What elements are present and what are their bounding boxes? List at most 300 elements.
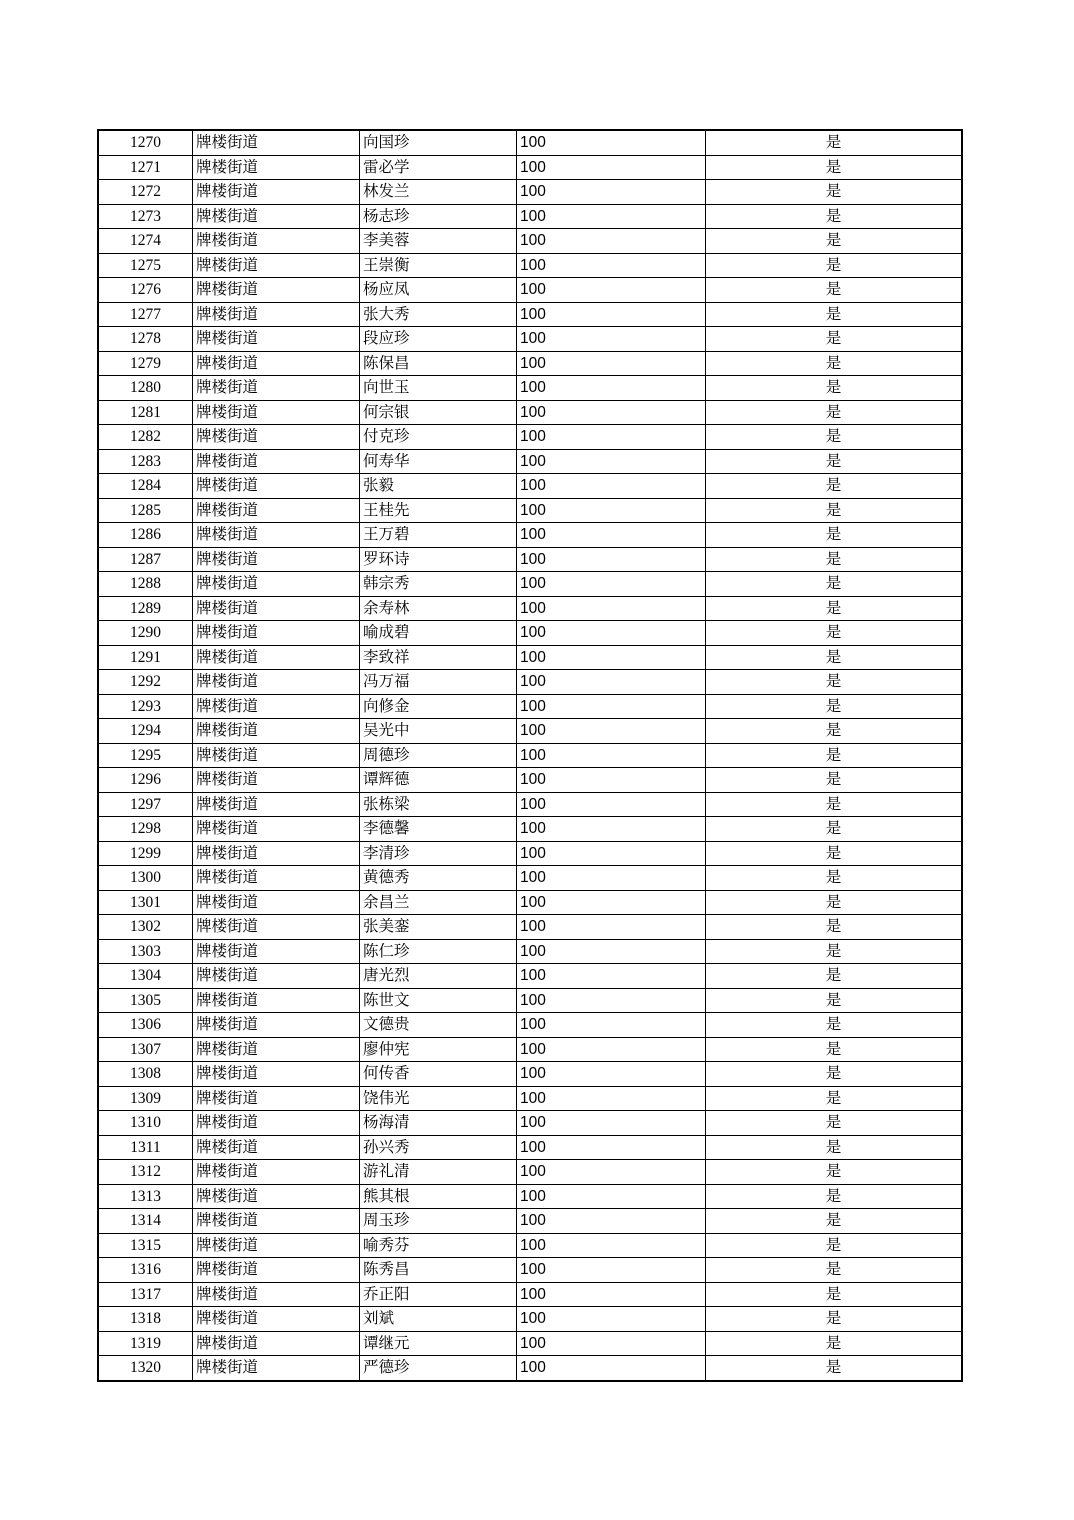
table-row	[98, 327, 962, 352]
cell-name: 谭继元	[360, 1331, 517, 1356]
cell-street: 牌楼街道	[193, 130, 360, 155]
cell-name: 王桂先	[360, 498, 517, 523]
cell-amount: 100	[517, 302, 706, 327]
cell-number: 1316	[98, 1258, 193, 1283]
cell-street: 牌楼街道	[193, 1331, 360, 1356]
cell-flag: 是	[706, 204, 963, 229]
cell-amount: 100	[517, 841, 706, 866]
cell-number: 1289	[98, 596, 193, 621]
cell-number: 1300	[98, 866, 193, 891]
cell-name: 何传香	[360, 1062, 517, 1087]
table-row	[98, 670, 962, 695]
cell-street: 牌楼街道	[193, 621, 360, 646]
table-row	[98, 572, 962, 597]
cell-street: 牌楼街道	[193, 327, 360, 352]
cell-amount: 100	[517, 425, 706, 450]
cell-amount: 100	[517, 572, 706, 597]
cell-amount: 100	[517, 1013, 706, 1038]
cell-number: 1306	[98, 1013, 193, 1038]
cell-street: 牌楼街道	[193, 425, 360, 450]
cell-flag: 是	[706, 1013, 963, 1038]
cell-street: 牌楼街道	[193, 1233, 360, 1258]
cell-number: 1311	[98, 1135, 193, 1160]
cell-number: 1308	[98, 1062, 193, 1087]
cell-amount: 100	[517, 596, 706, 621]
cell-flag: 是	[706, 376, 963, 401]
table-row	[98, 1160, 962, 1185]
cell-street: 牌楼街道	[193, 1356, 360, 1381]
cell-amount: 100	[517, 621, 706, 646]
cell-name: 余寿林	[360, 596, 517, 621]
cell-number: 1299	[98, 841, 193, 866]
cell-amount: 100	[517, 1282, 706, 1307]
cell-name: 陈世文	[360, 988, 517, 1013]
cell-street: 牌楼街道	[193, 915, 360, 940]
cell-number: 1272	[98, 180, 193, 205]
cell-amount: 100	[517, 327, 706, 352]
cell-street: 牌楼街道	[193, 1258, 360, 1283]
cell-name: 付克珍	[360, 425, 517, 450]
table-row	[98, 425, 962, 450]
cell-flag: 是	[706, 645, 963, 670]
cell-flag: 是	[706, 351, 963, 376]
table-row	[98, 229, 962, 254]
cell-amount: 100	[517, 1307, 706, 1332]
cell-number: 1301	[98, 890, 193, 915]
cell-amount: 100	[517, 1331, 706, 1356]
cell-number: 1292	[98, 670, 193, 695]
table-row	[98, 278, 962, 303]
table-row	[98, 988, 962, 1013]
cell-name: 李清珍	[360, 841, 517, 866]
cell-name: 雷必学	[360, 155, 517, 180]
table-row	[98, 645, 962, 670]
cell-street: 牌楼街道	[193, 204, 360, 229]
cell-name: 向世玉	[360, 376, 517, 401]
cell-street: 牌楼街道	[193, 302, 360, 327]
cell-amount: 100	[517, 278, 706, 303]
cell-amount: 100	[517, 939, 706, 964]
cell-amount: 100	[517, 449, 706, 474]
cell-street: 牌楼街道	[193, 1013, 360, 1038]
cell-number: 1278	[98, 327, 193, 352]
cell-number: 1279	[98, 351, 193, 376]
cell-amount: 100	[517, 890, 706, 915]
cell-name: 文德贵	[360, 1013, 517, 1038]
cell-number: 1320	[98, 1356, 193, 1381]
cell-number: 1294	[98, 719, 193, 744]
cell-amount: 100	[517, 1233, 706, 1258]
cell-number: 1276	[98, 278, 193, 303]
cell-number: 1310	[98, 1111, 193, 1136]
cell-number: 1274	[98, 229, 193, 254]
cell-street: 牌楼街道	[193, 743, 360, 768]
cell-street: 牌楼街道	[193, 498, 360, 523]
cell-name: 张大秀	[360, 302, 517, 327]
cell-flag: 是	[706, 719, 963, 744]
cell-flag: 是	[706, 1160, 963, 1185]
cell-street: 牌楼街道	[193, 841, 360, 866]
cell-flag: 是	[706, 890, 963, 915]
table-row	[98, 1331, 962, 1356]
cell-amount: 100	[517, 768, 706, 793]
cell-flag: 是	[706, 768, 963, 793]
cell-flag: 是	[706, 1282, 963, 1307]
cell-name: 李美蓉	[360, 229, 517, 254]
cell-name: 冯万福	[360, 670, 517, 695]
cell-street: 牌楼街道	[193, 1307, 360, 1332]
cell-flag: 是	[706, 964, 963, 989]
table-row	[98, 1282, 962, 1307]
cell-amount: 100	[517, 694, 706, 719]
cell-name: 乔正阳	[360, 1282, 517, 1307]
cell-name: 向国珍	[360, 130, 517, 155]
cell-number: 1270	[98, 130, 193, 155]
cell-name: 杨海清	[360, 1111, 517, 1136]
cell-flag: 是	[706, 400, 963, 425]
cell-name: 罗环诗	[360, 547, 517, 572]
cell-name: 李致祥	[360, 645, 517, 670]
table-row	[98, 1135, 962, 1160]
cell-amount: 100	[517, 1037, 706, 1062]
table-row	[98, 1233, 962, 1258]
table-row	[98, 743, 962, 768]
cell-name: 唐光烈	[360, 964, 517, 989]
cell-flag: 是	[706, 180, 963, 205]
table-row	[98, 890, 962, 915]
cell-number: 1275	[98, 253, 193, 278]
cell-amount: 100	[517, 1209, 706, 1234]
cell-street: 牌楼街道	[193, 278, 360, 303]
cell-flag: 是	[706, 1209, 963, 1234]
cell-amount: 100	[517, 915, 706, 940]
table-row	[98, 1356, 962, 1381]
table-row	[98, 1037, 962, 1062]
cell-number: 1284	[98, 474, 193, 499]
table-row	[98, 841, 962, 866]
cell-amount: 100	[517, 180, 706, 205]
cell-street: 牌楼街道	[193, 645, 360, 670]
cell-name: 孙兴秀	[360, 1135, 517, 1160]
cell-name: 余昌兰	[360, 890, 517, 915]
cell-street: 牌楼街道	[193, 449, 360, 474]
cell-street: 牌楼街道	[193, 768, 360, 793]
cell-amount: 100	[517, 1062, 706, 1087]
cell-amount: 100	[517, 670, 706, 695]
cell-number: 1273	[98, 204, 193, 229]
cell-street: 牌楼街道	[193, 1111, 360, 1136]
cell-name: 黄德秀	[360, 866, 517, 891]
cell-name: 张栋梁	[360, 792, 517, 817]
cell-street: 牌楼街道	[193, 939, 360, 964]
cell-amount: 100	[517, 743, 706, 768]
table-row	[98, 180, 962, 205]
cell-number: 1318	[98, 1307, 193, 1332]
cell-amount: 100	[517, 1356, 706, 1381]
cell-amount: 100	[517, 1258, 706, 1283]
cell-name: 陈仁珍	[360, 939, 517, 964]
cell-flag: 是	[706, 278, 963, 303]
cell-street: 牌楼街道	[193, 988, 360, 1013]
cell-flag: 是	[706, 523, 963, 548]
cell-name: 廖仲宪	[360, 1037, 517, 1062]
table-row	[98, 1111, 962, 1136]
cell-flag: 是	[706, 670, 963, 695]
cell-name: 王万碧	[360, 523, 517, 548]
table-row	[98, 130, 962, 155]
cell-flag: 是	[706, 1331, 963, 1356]
cell-name: 严德珍	[360, 1356, 517, 1381]
cell-flag: 是	[706, 130, 963, 155]
cell-number: 1304	[98, 964, 193, 989]
cell-amount: 100	[517, 1135, 706, 1160]
cell-amount: 100	[517, 155, 706, 180]
table-row	[98, 449, 962, 474]
cell-flag: 是	[706, 939, 963, 964]
cell-street: 牌楼街道	[193, 253, 360, 278]
cell-number: 1291	[98, 645, 193, 670]
cell-amount: 100	[517, 866, 706, 891]
cell-number: 1293	[98, 694, 193, 719]
cell-flag: 是	[706, 743, 963, 768]
cell-flag: 是	[706, 572, 963, 597]
cell-name: 张美銮	[360, 915, 517, 940]
table-body	[98, 130, 962, 1381]
cell-name: 何寿华	[360, 449, 517, 474]
cell-street: 牌楼街道	[193, 180, 360, 205]
cell-street: 牌楼街道	[193, 523, 360, 548]
cell-number: 1283	[98, 449, 193, 474]
cell-street: 牌楼街道	[193, 1062, 360, 1087]
cell-street: 牌楼街道	[193, 400, 360, 425]
cell-flag: 是	[706, 817, 963, 842]
cell-flag: 是	[706, 327, 963, 352]
table-row	[98, 498, 962, 523]
cell-name: 王崇衡	[360, 253, 517, 278]
cell-amount: 100	[517, 400, 706, 425]
cell-flag: 是	[706, 1184, 963, 1209]
cell-street: 牌楼街道	[193, 1086, 360, 1111]
cell-flag: 是	[706, 425, 963, 450]
cell-flag: 是	[706, 1307, 963, 1332]
cell-flag: 是	[706, 1233, 963, 1258]
cell-name: 韩宗秀	[360, 572, 517, 597]
cell-street: 牌楼街道	[193, 1282, 360, 1307]
cell-number: 1312	[98, 1160, 193, 1185]
cell-amount: 100	[517, 1111, 706, 1136]
cell-flag: 是	[706, 694, 963, 719]
cell-flag: 是	[706, 449, 963, 474]
table-row	[98, 621, 962, 646]
cell-number: 1295	[98, 743, 193, 768]
cell-number: 1282	[98, 425, 193, 450]
cell-street: 牌楼街道	[193, 547, 360, 572]
table-row	[98, 474, 962, 499]
data-table	[97, 129, 963, 1382]
cell-number: 1286	[98, 523, 193, 548]
table-row	[98, 1086, 962, 1111]
cell-flag: 是	[706, 498, 963, 523]
cell-name: 吴光中	[360, 719, 517, 744]
cell-amount: 100	[517, 376, 706, 401]
cell-number: 1313	[98, 1184, 193, 1209]
cell-street: 牌楼街道	[193, 596, 360, 621]
cell-amount: 100	[517, 498, 706, 523]
cell-name: 向修金	[360, 694, 517, 719]
cell-street: 牌楼街道	[193, 155, 360, 180]
cell-flag: 是	[706, 841, 963, 866]
cell-amount: 100	[517, 229, 706, 254]
cell-flag: 是	[706, 1258, 963, 1283]
cell-amount: 100	[517, 547, 706, 572]
cell-amount: 100	[517, 792, 706, 817]
table-row	[98, 768, 962, 793]
cell-name: 周玉珍	[360, 1209, 517, 1234]
cell-number: 1280	[98, 376, 193, 401]
cell-name: 刘斌	[360, 1307, 517, 1332]
cell-name: 陈保昌	[360, 351, 517, 376]
cell-name: 谭辉德	[360, 768, 517, 793]
cell-number: 1297	[98, 792, 193, 817]
cell-amount: 100	[517, 1184, 706, 1209]
cell-number: 1305	[98, 988, 193, 1013]
cell-flag: 是	[706, 1356, 963, 1381]
cell-name: 杨志珍	[360, 204, 517, 229]
cell-number: 1302	[98, 915, 193, 940]
cell-street: 牌楼街道	[193, 694, 360, 719]
cell-street: 牌楼街道	[193, 670, 360, 695]
cell-name: 林发兰	[360, 180, 517, 205]
cell-number: 1309	[98, 1086, 193, 1111]
cell-number: 1271	[98, 155, 193, 180]
table-row	[98, 1184, 962, 1209]
cell-number: 1307	[98, 1037, 193, 1062]
cell-flag: 是	[706, 1135, 963, 1160]
cell-street: 牌楼街道	[193, 792, 360, 817]
table-row	[98, 694, 962, 719]
cell-amount: 100	[517, 1086, 706, 1111]
cell-name: 陈秀昌	[360, 1258, 517, 1283]
table-row	[98, 351, 962, 376]
cell-amount: 100	[517, 1160, 706, 1185]
table-row	[98, 1307, 962, 1332]
cell-street: 牌楼街道	[193, 890, 360, 915]
cell-street: 牌楼街道	[193, 229, 360, 254]
table-row	[98, 719, 962, 744]
cell-amount: 100	[517, 474, 706, 499]
cell-street: 牌楼街道	[193, 1184, 360, 1209]
table-row	[98, 302, 962, 327]
cell-flag: 是	[706, 988, 963, 1013]
table-row	[98, 964, 962, 989]
cell-flag: 是	[706, 915, 963, 940]
cell-amount: 100	[517, 988, 706, 1013]
cell-amount: 100	[517, 645, 706, 670]
cell-number: 1319	[98, 1331, 193, 1356]
cell-amount: 100	[517, 130, 706, 155]
table-row	[98, 376, 962, 401]
cell-number: 1296	[98, 768, 193, 793]
cell-name: 张毅	[360, 474, 517, 499]
cell-amount: 100	[517, 817, 706, 842]
table-row	[98, 792, 962, 817]
cell-street: 牌楼街道	[193, 474, 360, 499]
cell-street: 牌楼街道	[193, 1160, 360, 1185]
table-row	[98, 1062, 962, 1087]
table-row	[98, 204, 962, 229]
table-row	[98, 547, 962, 572]
cell-amount: 100	[517, 253, 706, 278]
cell-number: 1314	[98, 1209, 193, 1234]
table-row	[98, 866, 962, 891]
table-row	[98, 939, 962, 964]
cell-amount: 100	[517, 523, 706, 548]
cell-name: 段应珍	[360, 327, 517, 352]
cell-number: 1288	[98, 572, 193, 597]
cell-number: 1303	[98, 939, 193, 964]
cell-street: 牌楼街道	[193, 351, 360, 376]
cell-street: 牌楼街道	[193, 719, 360, 744]
cell-flag: 是	[706, 302, 963, 327]
cell-number: 1285	[98, 498, 193, 523]
cell-number: 1298	[98, 817, 193, 842]
table-row	[98, 400, 962, 425]
cell-number: 1287	[98, 547, 193, 572]
table-row	[98, 253, 962, 278]
table-row	[98, 1209, 962, 1234]
cell-street: 牌楼街道	[193, 1209, 360, 1234]
cell-amount: 100	[517, 351, 706, 376]
cell-flag: 是	[706, 1086, 963, 1111]
cell-name: 喻成碧	[360, 621, 517, 646]
cell-name: 周德珍	[360, 743, 517, 768]
cell-amount: 100	[517, 719, 706, 744]
cell-number: 1317	[98, 1282, 193, 1307]
cell-name: 饶伟光	[360, 1086, 517, 1111]
cell-name: 熊其根	[360, 1184, 517, 1209]
table-row	[98, 1013, 962, 1038]
cell-flag: 是	[706, 1062, 963, 1087]
cell-number: 1281	[98, 400, 193, 425]
cell-flag: 是	[706, 1037, 963, 1062]
cell-amount: 100	[517, 964, 706, 989]
table-row	[98, 1258, 962, 1283]
cell-flag: 是	[706, 792, 963, 817]
cell-amount: 100	[517, 204, 706, 229]
cell-street: 牌楼街道	[193, 1037, 360, 1062]
cell-street: 牌楼街道	[193, 376, 360, 401]
cell-flag: 是	[706, 1111, 963, 1136]
cell-street: 牌楼街道	[193, 572, 360, 597]
cell-name: 何宗银	[360, 400, 517, 425]
cell-street: 牌楼街道	[193, 1135, 360, 1160]
cell-street: 牌楼街道	[193, 964, 360, 989]
cell-flag: 是	[706, 229, 963, 254]
cell-name: 喻秀芬	[360, 1233, 517, 1258]
cell-flag: 是	[706, 596, 963, 621]
cell-flag: 是	[706, 621, 963, 646]
table-row	[98, 523, 962, 548]
cell-number: 1277	[98, 302, 193, 327]
cell-number: 1315	[98, 1233, 193, 1258]
table-row	[98, 155, 962, 180]
cell-flag: 是	[706, 474, 963, 499]
table-row	[98, 596, 962, 621]
cell-name: 李德馨	[360, 817, 517, 842]
cell-flag: 是	[706, 547, 963, 572]
cell-name: 游礼清	[360, 1160, 517, 1185]
cell-flag: 是	[706, 155, 963, 180]
